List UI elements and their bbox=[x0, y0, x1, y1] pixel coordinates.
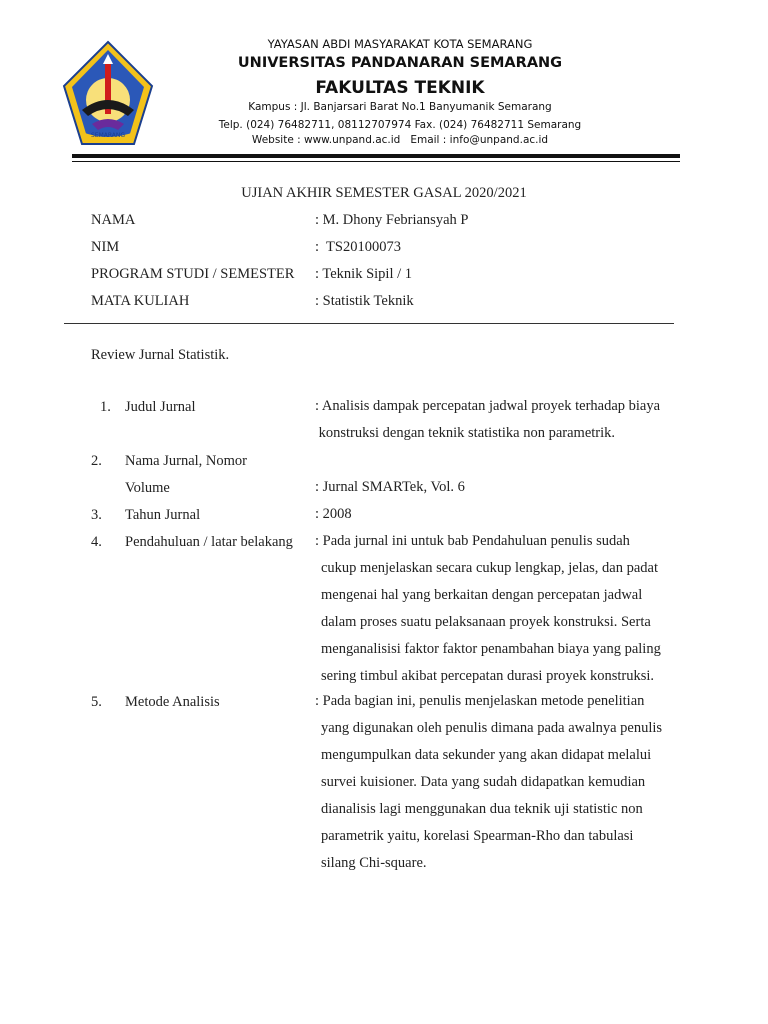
header-divider-thin bbox=[72, 161, 680, 162]
item-value-line: yang digunakan oleh penulis dimana pada awalnya penulis bbox=[321, 720, 663, 736]
university-name: UNIVERSITAS PANDANARAN SEMARANG bbox=[237, 55, 563, 71]
item-number: 5. bbox=[91, 694, 102, 710]
item-value-line: mengenai hal yang berkaitan dengan percepatan jadwal bbox=[321, 587, 643, 603]
item-number: 3. bbox=[91, 507, 102, 523]
item-value-line: : Pada bagian ini, penulis menjelaskan metode penelitian bbox=[315, 693, 645, 709]
item-label: Metode Analisis bbox=[125, 694, 220, 710]
item-value-line: sering timbul akibat percepatan durasi proyek konstruksi. bbox=[321, 668, 655, 684]
logo-text: SEMARANG bbox=[90, 132, 126, 139]
item-value-line: silang Chi-square. bbox=[321, 855, 427, 871]
campus-address: Kampus : Jl. Banjarsari Barat No.1 Banyumanik Semarang bbox=[248, 101, 552, 113]
item-value bbox=[315, 688, 662, 877]
field-label-matakuliah: MATA KULIAH bbox=[91, 293, 190, 309]
item-value bbox=[315, 528, 661, 690]
item-label: Pendahuluan / latar belakang bbox=[125, 534, 293, 550]
header-divider bbox=[72, 154, 680, 158]
field-value-nama: : M. Dhony Febriansyah P bbox=[315, 212, 469, 228]
intro-text: Review Jurnal Statistik. bbox=[91, 347, 230, 363]
item-value-line: : Analisis dampak percepatan jadwal proyek terhadap biaya bbox=[315, 398, 661, 414]
item-value-line: dianalisis lagi menggunakan dua teknik uji statistic non bbox=[321, 801, 643, 817]
section-divider bbox=[64, 323, 674, 324]
faculty-name: FAKULTAS TEKNIK bbox=[315, 78, 485, 98]
item-label: Judul Jurnal bbox=[125, 399, 196, 415]
item-value-line: : 2008 bbox=[315, 506, 352, 522]
exam-title: UJIAN AKHIR SEMESTER GASAL 2020/2021 bbox=[241, 185, 527, 201]
field-value-matakuliah: : Statistik Teknik bbox=[315, 293, 414, 309]
item-value-line: survei kuisioner. Data yang sudah didapatkan kemudian bbox=[321, 774, 646, 790]
item-label-continued: Volume bbox=[125, 480, 170, 496]
item-value bbox=[315, 501, 352, 528]
item-value-line: dalam proses suatu pelaksanaan proyek konstruksi. Serta bbox=[321, 614, 651, 630]
item-value-line: : Jurnal SMARTek, Vol. 6 bbox=[315, 479, 465, 495]
item-number: 2. bbox=[91, 453, 102, 469]
item-value-line: mengumpulkan data sekunder yang akan didapat melalui bbox=[321, 747, 652, 763]
university-logo bbox=[60, 40, 156, 152]
item-value-line: konstruksi dengan teknik statistika non parametrik. bbox=[315, 425, 616, 441]
item-value bbox=[315, 474, 465, 501]
item-value-line: cukup menjelaskan secara cukup lengkap, jelas, dan padat bbox=[321, 560, 658, 576]
web-info: Website : www.unpand.ac.id Email : info@unpand.ac.id bbox=[251, 134, 549, 146]
field-label-nim: NIM bbox=[91, 239, 120, 255]
item-value bbox=[315, 393, 660, 447]
item-label: Nama Jurnal, Nomor bbox=[125, 453, 248, 469]
item-value-line: menganalisisi faktor faktor penambahan biaya yang paling bbox=[321, 641, 661, 657]
item-value-line: parametrik yaitu, korelasi Spearman-Rho dan tabulasi bbox=[321, 828, 634, 844]
field-value-program: : Teknik Sipil / 1 bbox=[315, 266, 413, 282]
field-value-nim: : TS20100073 bbox=[315, 239, 401, 255]
item-label: Tahun Jurnal bbox=[125, 507, 201, 523]
field-label-program: PROGRAM STUDI / SEMESTER bbox=[91, 266, 295, 282]
item-number: 1. bbox=[100, 399, 111, 415]
item-value-line: : Pada jurnal ini untuk bab Pendahuluan penulis sudah bbox=[315, 533, 630, 549]
item-number: 4. bbox=[91, 534, 102, 550]
phone-info: Telp. (024) 76482711, 08112707974 Fax. (024) 76482711 Semarang bbox=[218, 119, 582, 131]
field-label-nama: NAMA bbox=[91, 212, 136, 228]
foundation-name: YAYASAN ABDI MASYARAKAT KOTA SEMARANG bbox=[267, 37, 533, 51]
